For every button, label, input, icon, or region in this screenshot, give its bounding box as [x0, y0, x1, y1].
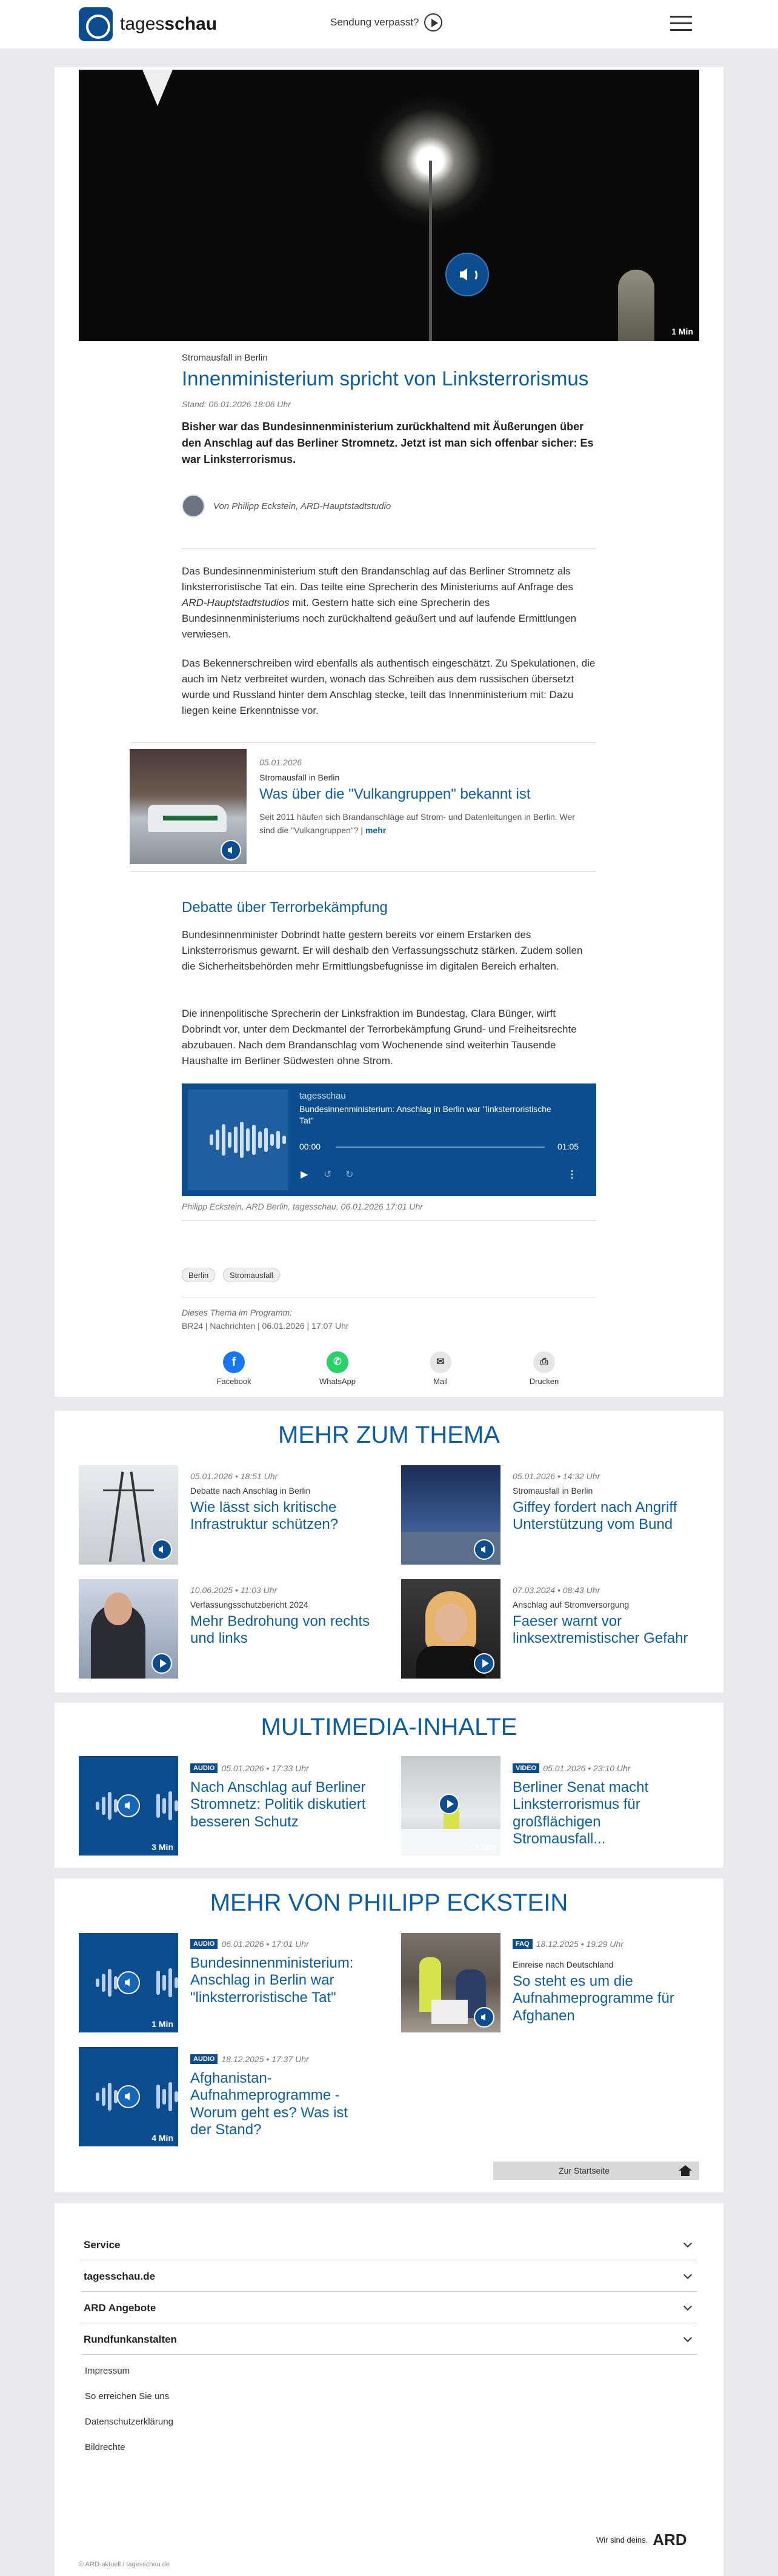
- speaker-icon: [460, 268, 467, 281]
- mail-icon: ✉: [430, 1351, 451, 1373]
- tagesschau-logo[interactable]: [79, 7, 217, 41]
- footer-link-datenschutz[interactable]: Datenschutzerklärung: [85, 2417, 173, 2427]
- date-text: 05.01.2026 • 23:10 Uhr: [543, 1763, 631, 1773]
- waveform-icon: [210, 1121, 286, 1159]
- related-date: 05.01.2026: [259, 757, 302, 767]
- audio-artwork: [79, 1756, 178, 1855]
- menu-button[interactable]: [670, 16, 692, 32]
- footer-link-bildrechte[interactable]: Bildrechte: [85, 2442, 125, 2452]
- related-article-teaser[interactable]: [130, 745, 596, 867]
- teaser-title[interactable]: Faeser warnt vor linksextremistischer Gefahr: [513, 1613, 688, 1647]
- share-label: Drucken: [529, 1377, 559, 1386]
- teaser-image: [79, 1579, 178, 1679]
- teaser-image: [79, 1465, 178, 1565]
- chevron-down-icon: [683, 2334, 692, 2342]
- more-link[interactable]: mehr: [365, 825, 387, 835]
- play-circle-icon: [424, 13, 442, 32]
- divider: [130, 871, 596, 872]
- site-header: [0, 0, 778, 48]
- teaser-kicker: Einreise nach Deutschland: [513, 1960, 614, 1969]
- menu-icon-line: [670, 16, 692, 18]
- program-label: Dieses Thema im Programm:: [182, 1308, 293, 1317]
- teaser-image: [401, 1579, 500, 1679]
- print-icon: ⎙: [533, 1351, 555, 1373]
- audio-icon: [117, 1794, 140, 1817]
- related-title[interactable]: Was über die "Vulkangruppen" bekannt ist: [259, 786, 531, 802]
- zur-startseite-button[interactable]: [493, 2162, 699, 2180]
- hero-image-pole: [429, 161, 432, 341]
- article-paragraph-1: [182, 564, 596, 642]
- tag-stromausfall[interactable]: Stromausfall: [223, 1268, 280, 1282]
- speaker-waves-icon: [469, 269, 477, 281]
- logo-text-bold: schau: [164, 14, 218, 34]
- article-title: Innenministerium spricht von Linksterrorismus: [182, 367, 589, 390]
- menu-icon-line: [670, 29, 692, 31]
- footer-section-label: tagesschau.de: [84, 2271, 156, 2282]
- audio-icon: [117, 2085, 140, 2108]
- footer-section-ard-angebote[interactable]: [81, 2293, 697, 2323]
- related-text-body: Seit 2011 häufen sich Brandanschläge auf Strom- und Datenleitungen in Berlin. Wer sind die "Vulkangruppen"?: [259, 812, 575, 835]
- article-author[interactable]: [182, 494, 596, 518]
- audio-player[interactable]: [182, 1083, 596, 1196]
- program-text: BR24 | Nachrichten | 06.01.2026 | 17:07 Uhr: [182, 1320, 349, 1331]
- teaser-title[interactable]: Berliner Senat macht Linksterrorismus für großflächigen Stromausfall...: [513, 1779, 649, 1847]
- play-button[interactable]: ▶: [301, 1170, 308, 1180]
- copyright: © ARD-aktuell / tagesschau.de: [79, 2561, 170, 2568]
- article-paragraph-2: Das Bekennerschreiben wird ebenfalls als authentisch eingeschätzt. Zu Spekulationen, die auch im Netz verbreitet wurden, wonach das Schreiben aus dem russischen übersetzt wurde und Russland hinter dem Anschlag stecke, teilt das Innenministerium mit: Dazu liegen keine Erkenntnisse vor.: [182, 657, 596, 716]
- forward-icon[interactable]: ↻: [345, 1170, 354, 1180]
- player-current-time: 00:00: [299, 1142, 321, 1151]
- divider: [182, 548, 596, 549]
- media-badge: VIDEO: [513, 1763, 539, 1773]
- share-label: Mail: [433, 1377, 448, 1386]
- ard-logo-text: ARD: [653, 2531, 687, 2549]
- player-progress-bar[interactable]: [336, 1147, 545, 1148]
- tag-berlin[interactable]: Berlin: [182, 1268, 215, 1282]
- share-label: Facebook: [216, 1377, 251, 1386]
- share-print[interactable]: [514, 1351, 574, 1386]
- media-badge: FAQ: [513, 1939, 533, 1949]
- share-mail[interactable]: [410, 1351, 471, 1386]
- card-date: [190, 2054, 309, 2064]
- play-icon: [151, 1653, 172, 1674]
- mehr-von-title: MEHR VON PHILIPP ECKSTEIN: [210, 1889, 568, 1916]
- article-header: [182, 353, 596, 518]
- share-facebook[interactable]: [204, 1351, 264, 1386]
- article-paragraph-3: Bundesinnenminister Dobrindt hatte gestern bereits vor einem Erstarken des Linksterrorismus gewarnt. Er will deshalb den Verfassungsschutz stärken. Zudem sollen die Sicherheitsbehörden mehr Ermittlungsbefugnisse im digitalen Bereich erhalten.: [182, 929, 583, 972]
- audio-artwork: [79, 2047, 178, 2146]
- chevron-down-icon: [683, 2302, 692, 2311]
- player-total-time: 01:05: [557, 1142, 579, 1151]
- duration-label: 3 Min: [474, 1842, 496, 1852]
- sendung-verpasst-link[interactable]: [330, 13, 442, 32]
- avatar: [182, 494, 205, 518]
- teaser-kicker: Debatte nach Anschlag in Berlin: [190, 1486, 311, 1496]
- footer-section-label: ARD Angebote: [84, 2302, 156, 2314]
- teaser-title[interactable]: Bundesinnenministerium: Anschlag in Berlin war "linksterroristische Tat": [190, 1955, 354, 2006]
- footer-section-label: Service: [84, 2239, 121, 2251]
- ard-logo[interactable]: [596, 2531, 687, 2549]
- whatsapp-icon: ✆: [327, 1351, 348, 1373]
- hero-image-person: [618, 270, 654, 341]
- tagesschau-logo-icon: [79, 7, 113, 41]
- divider: [182, 1220, 596, 1221]
- share-whatsapp[interactable]: [307, 1351, 368, 1386]
- teaser-kicker: Stromausfall in Berlin: [513, 1486, 593, 1496]
- teaser-title[interactable]: Nach Anschlag auf Berliner Stromnetz: Politik diskutiert besseren Schutz: [190, 1779, 366, 1830]
- ard-slogan: Wir sind deins.: [596, 2535, 648, 2544]
- duration-label: 3 Min: [151, 1842, 173, 1852]
- audio-icon: [221, 840, 241, 860]
- mehr-zum-thema-title: MEHR ZUM THEMA: [278, 1422, 500, 1448]
- teaser-title[interactable]: Wie lässt sich kritische Infrastruktur schützen?: [190, 1499, 339, 1533]
- footer-link-impressum[interactable]: Impressum: [85, 2366, 130, 2376]
- hero-duration: 1 Min: [671, 327, 693, 336]
- related-kicker: Stromausfall in Berlin: [259, 773, 340, 782]
- card-date: [190, 1763, 309, 1773]
- teaser-date: 05.01.2026 • 18:51 Uhr: [190, 1471, 278, 1481]
- media-badge: AUDIO: [190, 1763, 218, 1773]
- date-text: 06.01.2026 • 17:01 Uhr: [221, 1939, 309, 1949]
- audio-icon: [151, 1539, 172, 1560]
- article-teaser: Bisher war das Bundesinnenministerium zurückhaltend mit Äußerungen über den Anschlag auf das Berliner Stromnetz. Jetzt ist man sich offenbar sicher: Es war Linksterrorismus.: [182, 421, 594, 466]
- hero-audio-button[interactable]: [445, 253, 489, 296]
- section-heading: Debatte über Terrorbekämpfung: [182, 899, 388, 916]
- article-kicker: Stromausfall in Berlin: [182, 353, 268, 363]
- rewind-icon[interactable]: ↺: [324, 1170, 332, 1180]
- teaser-date: 05.01.2026 • 14:32 Uhr: [513, 1471, 600, 1481]
- home-icon: [679, 2165, 692, 2176]
- teaser-title[interactable]: Giffey fordert nach Angriff Unterstützung vom Bund: [513, 1499, 677, 1533]
- teaser-image: [401, 1933, 500, 2032]
- play-icon: [474, 1653, 494, 1674]
- teaser-kicker: Anschlag auf Stromversorgung: [513, 1600, 630, 1609]
- menu-icon-line: [670, 22, 692, 24]
- media-badge: AUDIO: [190, 2054, 218, 2064]
- footer-link-kontakt[interactable]: So erreichen Sie uns: [85, 2391, 170, 2401]
- hero-image-sign: [142, 70, 173, 106]
- teaser-date: 07.03.2024 • 08:43 Uhr: [513, 1585, 600, 1595]
- audio-icon: [117, 1971, 140, 1994]
- footer-section-label: Rundfunkanstalten: [84, 2334, 177, 2345]
- emphasis-text: ARD-Hauptstadtstudios: [182, 597, 290, 608]
- play-icon: [439, 1794, 459, 1814]
- related-text: Seit 2011 häufen sich Brandanschläge auf Strom- und Datenleitungen in Berlin. Wer sind die "Vulkangruppen"? | mehr: [259, 812, 575, 835]
- card-date: [513, 1763, 630, 1773]
- audio-artwork: [79, 1933, 178, 2032]
- date-text: 18.12.2025 • 17:37 Uhr: [221, 2054, 309, 2064]
- player-artwork: [188, 1090, 288, 1190]
- teaser-date: 10.06.2025 • 11:03 Uhr: [190, 1585, 278, 1595]
- share-label: WhatsApp: [319, 1377, 356, 1386]
- article-stand: Stand: 06.01.2026 18:06 Uhr: [182, 399, 291, 410]
- logo-text-regular: tages: [120, 14, 165, 34]
- chevron-down-icon: [683, 2239, 692, 2248]
- program-info: [182, 1306, 349, 1333]
- teaser-title[interactable]: So steht es um die Aufnahmeprogramme für Afghanen: [513, 1973, 674, 2024]
- facebook-icon: f: [223, 1351, 245, 1373]
- media-badge: AUDIO: [190, 1939, 218, 1949]
- footer-section-rundfunkanstalten[interactable]: [81, 2325, 697, 2355]
- article-paragraph-4: Die innenpolitische Sprecherin der Linksfraktion im Bundestag, Clara Bünger, wirft Dobrindt vor, unter dem Deckmantel der Terrorbekämpfung Grund- und Freiheitsrechte abzubauen. Nach dem Brandanschlag vom Wochenende sind weiterhin Tausende Haushalte im Berliner Südwesten ohne Strom.: [182, 1008, 577, 1067]
- card-date: [513, 1939, 623, 1949]
- teaser-title[interactable]: Mehr Bedrohung von rechts und links: [190, 1613, 370, 1647]
- teaser-title[interactable]: Afghanistan-Aufnahmeprogramme - Worum geht es? Was ist der Stand?: [190, 2070, 348, 2138]
- paragraph-text: Das Bundesinnenministerium stuft den Brandanschlag auf das Berliner Stromnetz als linksterroristische Tat ein. Das teilte eine Sprecherin des Ministeriums auf Anfrage des: [182, 565, 573, 593]
- player-title: Bundesinnenministerium: Anschlag in Berlin war "linksterroristische Tat": [299, 1104, 551, 1125]
- player-brand: tagesschau: [299, 1091, 346, 1101]
- duration-label: 4 Min: [151, 2133, 173, 2143]
- divider: [130, 742, 596, 743]
- date-text: 05.01.2026 • 17:33 Uhr: [221, 1763, 309, 1773]
- video-image: [401, 1756, 500, 1855]
- footer-section-tagesschau[interactable]: [81, 2261, 697, 2292]
- sendung-verpasst-label: Sendung verpasst?: [330, 16, 419, 28]
- audio-icon: [474, 2007, 494, 2028]
- footer-section-service[interactable]: [81, 2230, 697, 2260]
- chevron-down-icon: [683, 2271, 692, 2279]
- author-name: Von Philipp Eckstein, ARD-Hauptstadtstudio: [213, 501, 391, 511]
- hero-media[interactable]: [79, 70, 699, 341]
- card-date: [190, 1939, 309, 1949]
- player-caption: Philipp Eckstein, ARD Berlin, tagesschau, 06.01.2026 17:01 Uhr: [182, 1202, 423, 1211]
- related-article-image: [130, 749, 247, 864]
- audio-icon: [474, 1539, 494, 1560]
- date-text: 18.12.2025 • 19:29 Uhr: [536, 1939, 623, 1949]
- multimedia-title: MULTIMEDIA-INHALTE: [261, 1714, 517, 1740]
- teaser-image: [401, 1465, 500, 1565]
- teaser-kicker: Verfassungsschutzbericht 2024: [190, 1600, 308, 1609]
- paragraph-text: mit. Gestern hatte sich eine Sprecherin des Bundesinnenministeriums noch zurückhaltend geäußert und auf laufende Ermittlungen verwiesen.: [182, 597, 577, 640]
- start-button-label: Zur Startseite: [558, 2166, 610, 2175]
- duration-label: 1 Min: [151, 2019, 173, 2029]
- more-options-icon[interactable]: ⋮: [567, 1170, 577, 1180]
